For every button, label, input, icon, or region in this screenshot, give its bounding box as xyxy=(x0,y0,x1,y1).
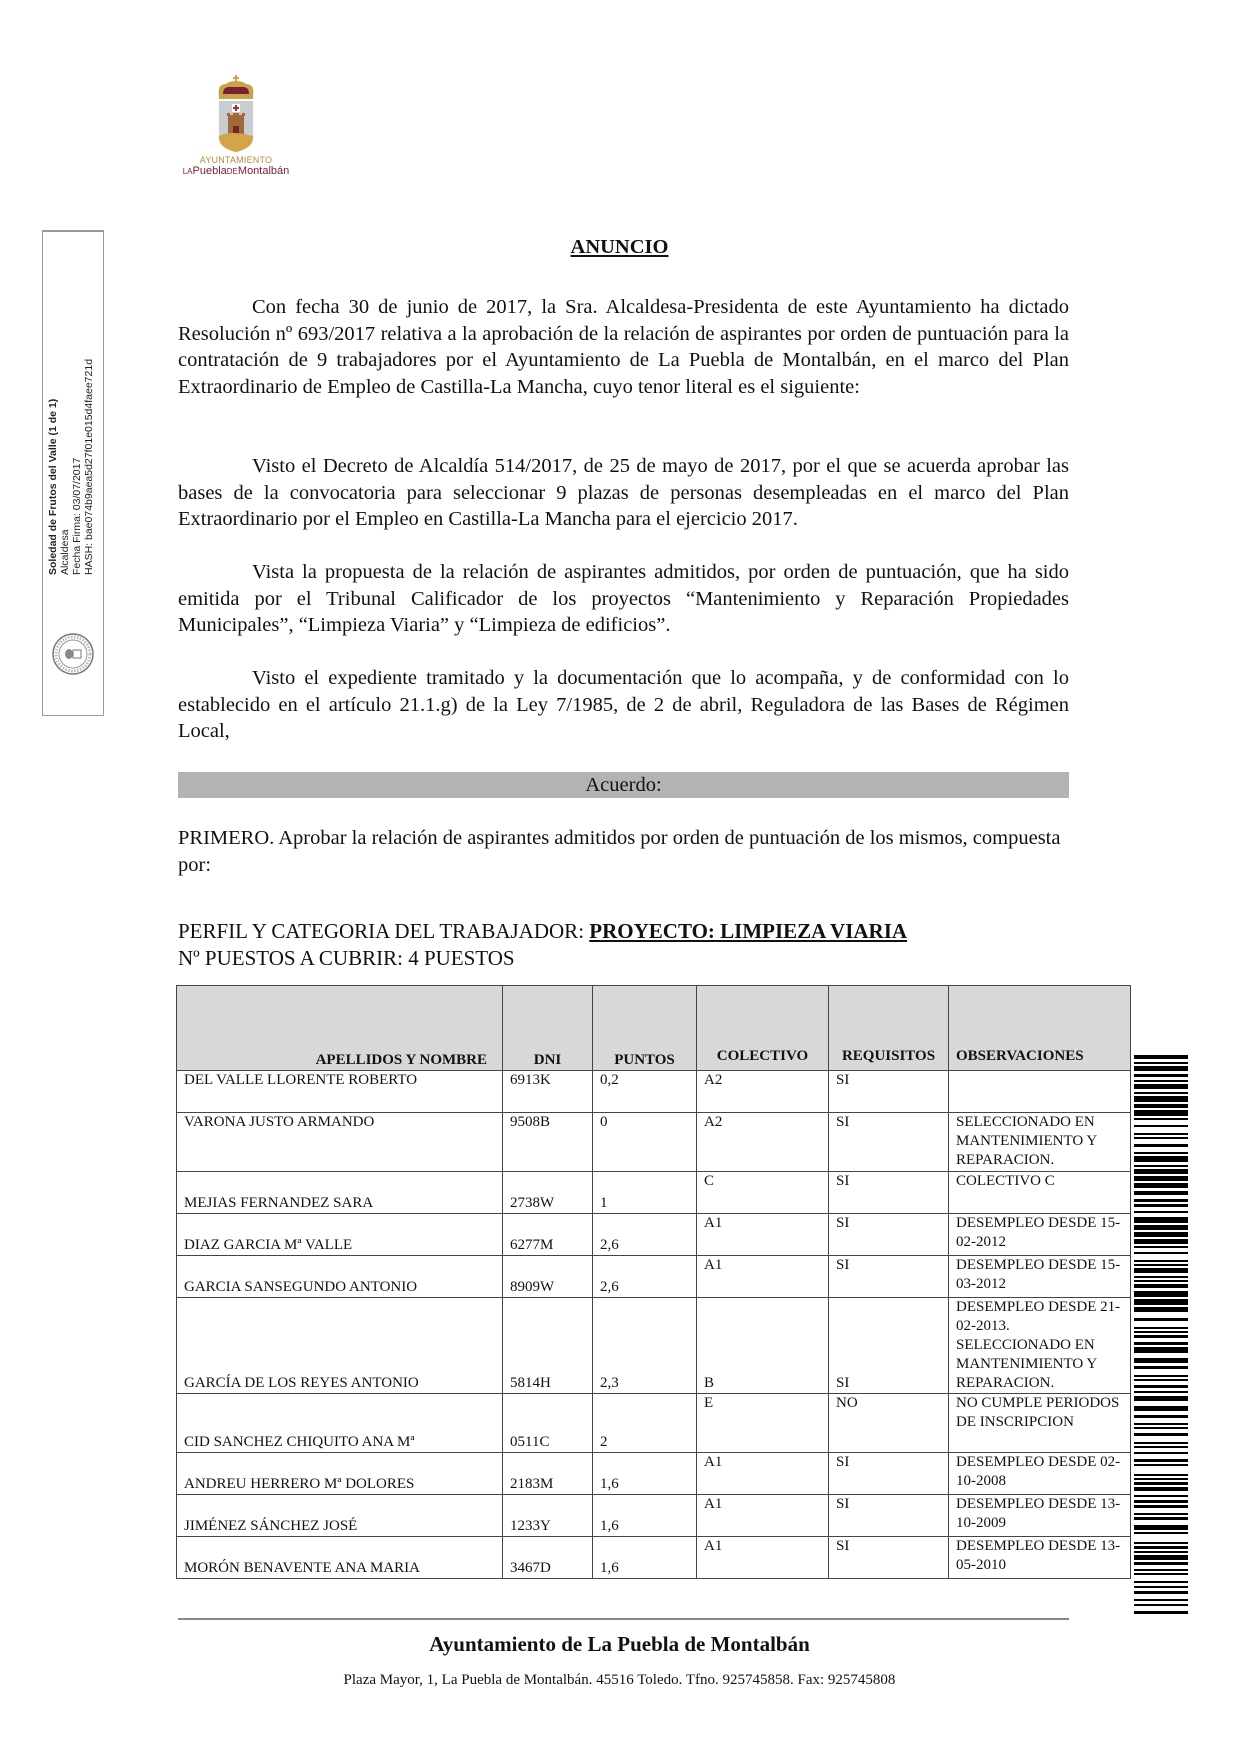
footer-address: Plaza Mayor, 1, La Puebla de Montalbán. 45516 Toledo. Tfno. 925745858. Fax: 925745808 xyxy=(343,1672,896,1688)
page-title: ANUNCIO xyxy=(570,236,669,258)
header-colectivo: COLECTIVO xyxy=(697,986,829,1071)
header-nombre: APELLIDOS Y NOMBRE xyxy=(177,986,503,1071)
header-puntos: PUNTOS xyxy=(593,986,697,1071)
perfil-block xyxy=(178,918,907,972)
coat-of-arms-icon xyxy=(211,74,261,154)
paragraph-3: Vista la propuesta de la relación de aspirantes admitidos, por orden de puntuación, que ha sido emitida por el Tribunal Calificador de los proyectos “Mantenimiento y Reparación Propiedades Municipales”, “Limpieza Viaria” y “Limpieza de edificios”. xyxy=(178,561,1069,636)
signature-hash: HASH: bae074b9aea5d27f01e015d4faee721d xyxy=(83,358,95,575)
signature-date: Fecha Firma: 03/07/2017 xyxy=(71,457,83,575)
table-row: ANDREU HERRERO Mª DOLORES 2183M 1,6 A1 SI DESEMPLEO DESDE 02-10-2008 xyxy=(177,1453,1131,1495)
table-row: DIAZ GARCIA Mª VALLE 6277M 2,6 A1 SI DESEMPLEO DESDE 15-02-2012 xyxy=(177,1214,1131,1256)
primero-paragraph: PRIMERO. Aprobar la relación de aspirantes admitidos por orden de puntuación de los mismos, compuesta por: xyxy=(178,827,1061,876)
municipal-logo xyxy=(176,74,296,186)
table-row: DEL VALLE LLORENTE ROBERTO 6913K 0,2 A2 SI xyxy=(177,1071,1131,1113)
table-header-row xyxy=(177,986,1131,1071)
acuerdo-heading: Acuerdo: xyxy=(178,772,1069,798)
signature-text xyxy=(47,315,95,575)
table-row: VARONA JUSTO ARMANDO 9508B 0 A2 SI SELECCIONADO EN MANTENIMIENTO Y REPARACION. xyxy=(177,1113,1131,1172)
header-observaciones: OBSERVACIONES xyxy=(949,986,1131,1071)
logo-line2: LAPueblaDEMontalbán xyxy=(182,165,290,177)
logo-line1: AYUNTAMIENTO xyxy=(199,155,273,165)
perfil-line: PERFIL Y CATEGORIA DEL TRABAJADOR: PROYECTO: LIMPIEZA VIARIA xyxy=(178,919,908,943)
signer-name: Soledad de Frutos del Valle (1 de 1) xyxy=(47,398,59,575)
paragraph-2: Visto el Decreto de Alcaldía 514/2017, de 25 de mayo de 2017, por el que se acuerda aprobar las bases de la convocatoria para seleccionar 9 plazas de personas desempleadas en el marco del Plan Extraordinario por el Empleo en Castilla-La Mancha para el ejercicio 2017. xyxy=(178,455,1069,530)
table-row: GARCIA SANSEGUNDO ANTONIO 8909W 2,6 A1 SI DESEMPLEO DESDE 15-03-2012 xyxy=(177,1256,1131,1298)
header-requisitos: REQUISITOS xyxy=(829,986,949,1071)
header-dni: DNI xyxy=(503,986,593,1071)
table-row: JIMÉNEZ SÁNCHEZ JOSÉ 1233Y 1,6 A1 SI DESEMPLEO DESDE 13-10-2009 xyxy=(177,1495,1131,1537)
paragraph-4: Visto el expediente tramitado y la documentación que lo acompaña, y de conformidad con lo establecido en el artículo 21.1.g) de la Ley 7/1985, de 2 de abril, Reguladora de las Bases de Régimen Local, xyxy=(178,667,1069,742)
applicants-table xyxy=(176,985,1131,1579)
footer-organization: Ayuntamiento de La Puebla de Montalbán xyxy=(429,1632,810,1656)
footer-divider xyxy=(178,1618,1069,1620)
puestos-line: Nº PUESTOS A CUBRIR: 4 PUESTOS xyxy=(178,946,515,970)
project-name: PROYECTO: LIMPIEZA VIARIA xyxy=(589,919,908,943)
table-row: GARCÍA DE LOS REYES ANTONIO 5814H 2,3 B SI DESEMPLEO DESDE 21-02-2013. SELECCIONADO EN MANTENIMIENTO Y REPARACION. xyxy=(177,1298,1131,1394)
paragraph-1: Con fecha 30 de junio de 2017, la Sra. Alcaldesa-Presidenta de este Ayuntamiento ha dictado Resolución nº 693/2017 relativa a la aprobación de la relación de aspirantes por orden de puntuación para la contratación de 9 trabajadores por el Ayuntamiento de La Puebla de Montalbán, en el marco del Plan Extraordinario de Empleo de Castilla-La Mancha, cuyo tenor literal es el siguiente: xyxy=(178,296,1069,398)
signer-role: Alcaldesa xyxy=(59,529,71,575)
table-row: MEJIAS FERNANDEZ SARA 2738W 1 C SI COLECTIVO C xyxy=(177,1172,1131,1214)
official-seal-icon xyxy=(51,632,95,676)
table-row: CID SANCHEZ CHIQUITO ANA Mª 0511C 2 E NO NO CUMPLE PERIODOS DE INSCRIPCION xyxy=(177,1394,1131,1453)
digital-signature-box xyxy=(42,230,104,716)
table-row: MORÓN BENAVENTE ANA MARIA 3467D 1,6 A1 SI DESEMPLEO DESDE 13-05-2010 xyxy=(177,1537,1131,1579)
barcode-icon xyxy=(1134,1055,1188,1695)
